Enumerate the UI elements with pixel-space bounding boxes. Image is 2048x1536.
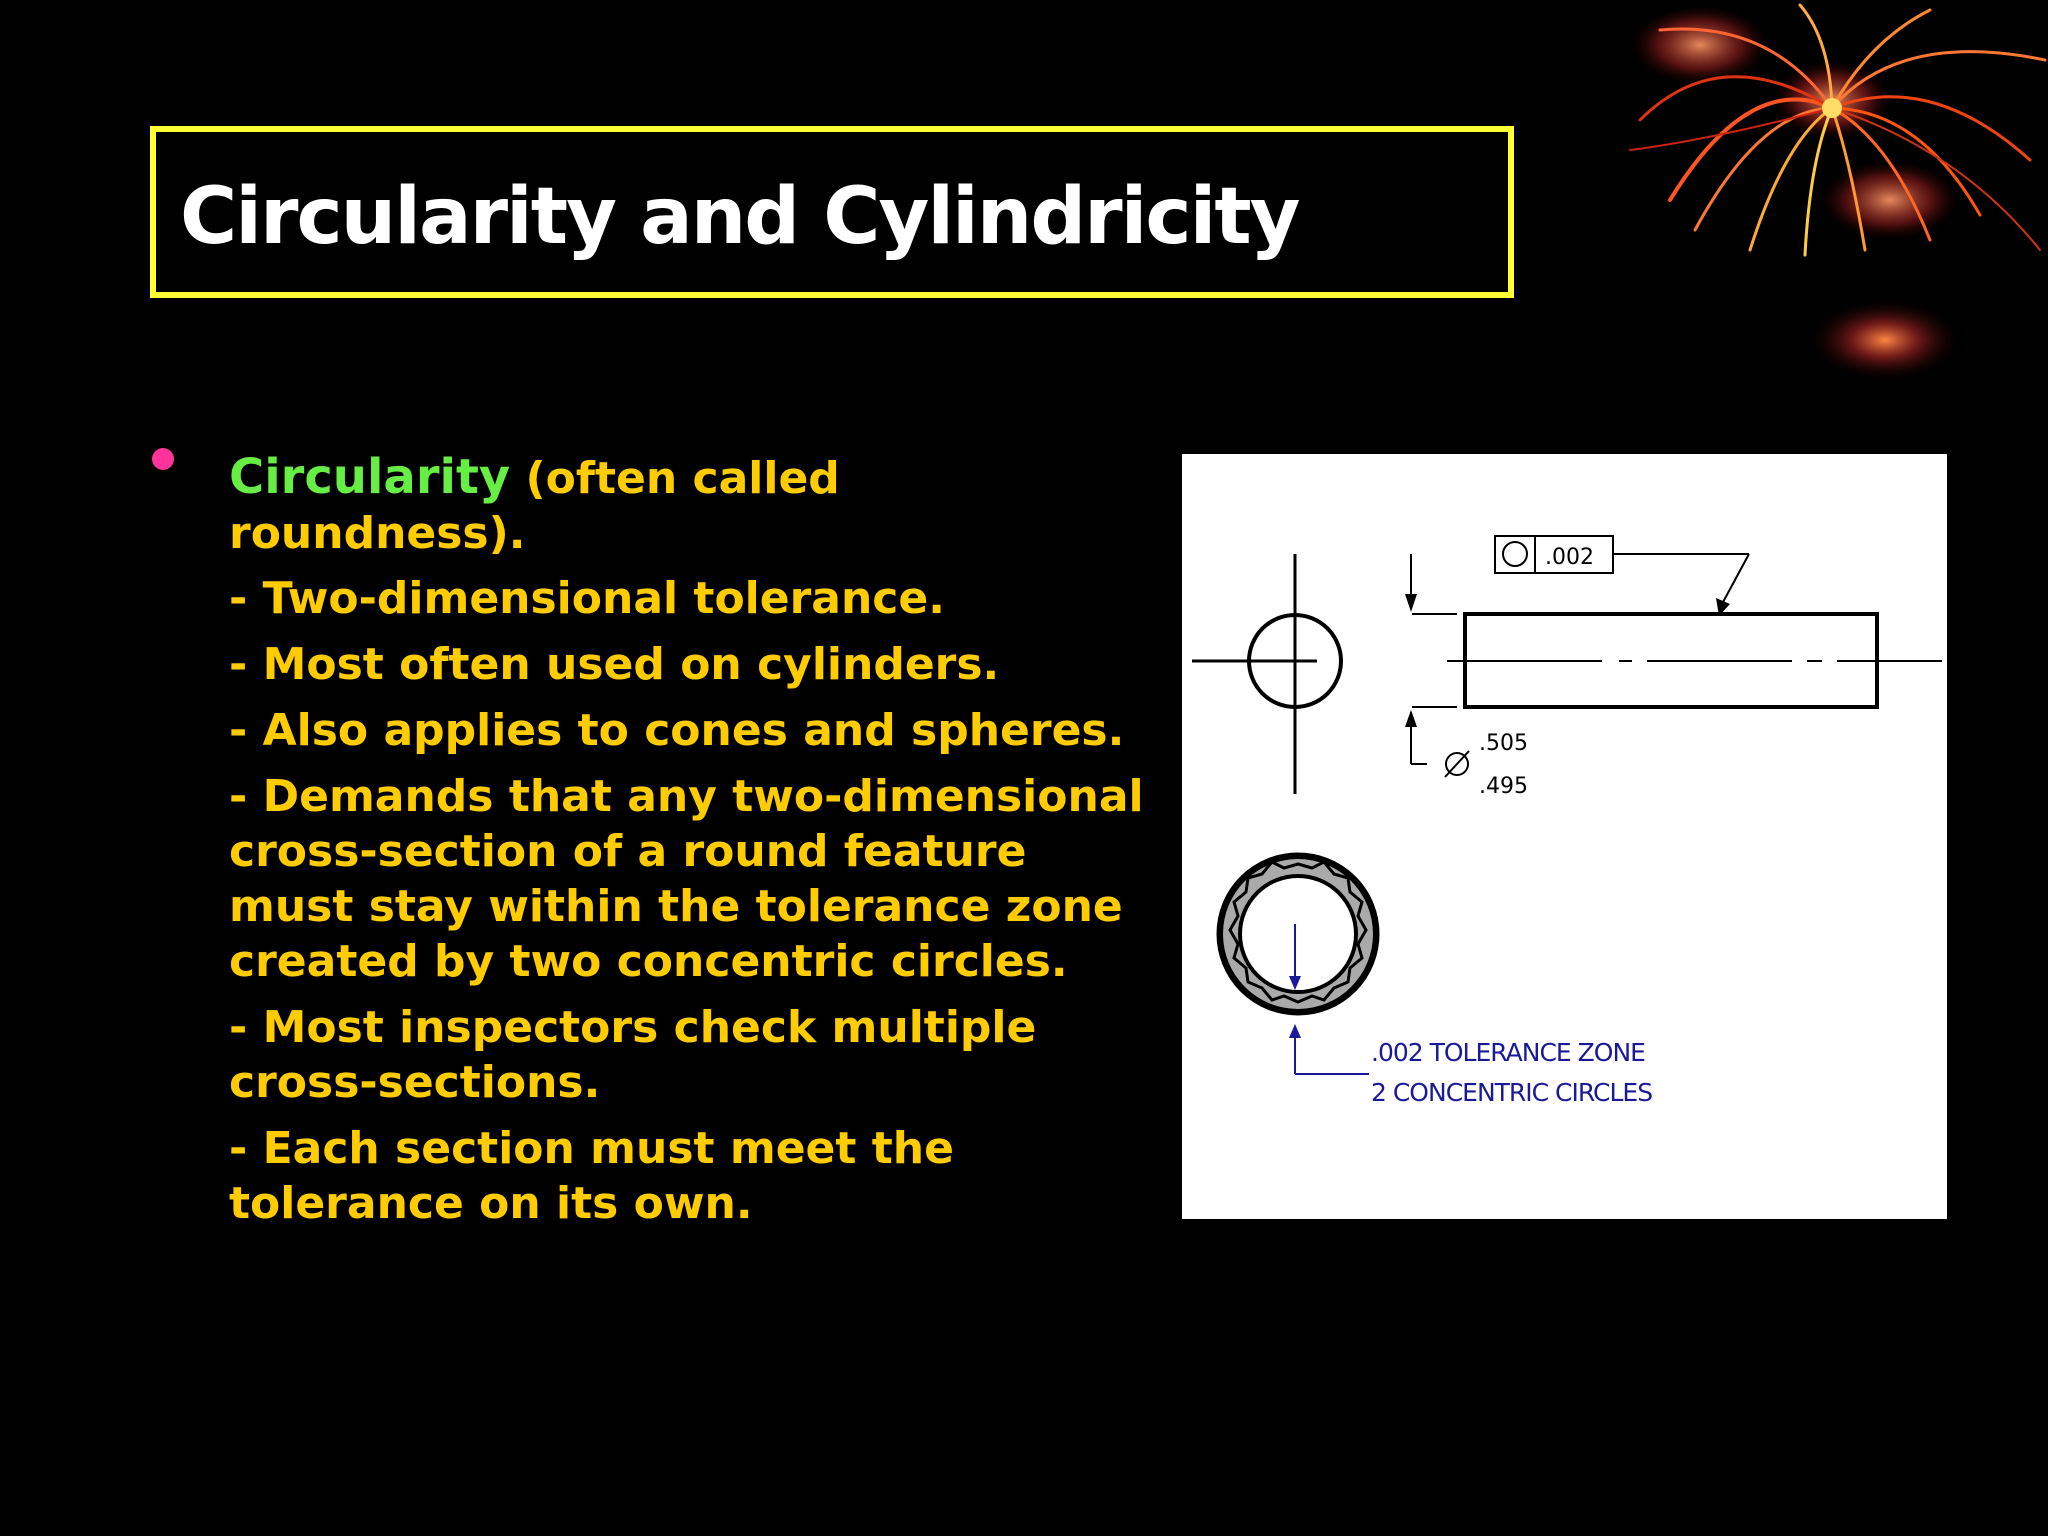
firework-decoration [1600, 0, 2048, 400]
bullet-lead [229, 450, 1149, 561]
sub-point-1: - Two-dimensional tolerance. [229, 573, 945, 624]
end-view-circle [1192, 554, 1341, 794]
feature-control-frame [1495, 536, 1749, 616]
diameter-dimension [1405, 554, 1469, 777]
tolerance-zone-rings [1218, 854, 1378, 1014]
bullet-term-suffix: (often called roundness). [229, 453, 840, 559]
circularity-drawing [1182, 454, 1947, 1219]
slide-title: Circularity and Cylindricity [180, 172, 1299, 262]
dim-lower: .495 [1479, 774, 1528, 799]
bullet-term: Circularity [229, 449, 511, 505]
bullet-content [229, 450, 1149, 1242]
tolerance-zone-label: .002 TOLERANCE ZONE [1371, 1038, 1645, 1067]
fcf-tolerance-value: .002 [1545, 545, 1594, 570]
concentric-circles-label: 2 CONCENTRIC CIRCLES [1371, 1078, 1653, 1107]
title-frame [150, 126, 1514, 298]
side-view-cylinder [1447, 614, 1942, 707]
dim-upper: .505 [1479, 731, 1528, 756]
sub-point-5: - Most inspectors check multiple cross-sections. [229, 1002, 1037, 1108]
bullet-marker [152, 448, 174, 470]
sub-point-2: - Most often used on cylinders. [229, 639, 1000, 690]
sub-point-3: - Also applies to cones and spheres. [229, 705, 1125, 756]
sub-point-6: - Each section must meet the tolerance on its own. [229, 1123, 954, 1229]
sub-point-4: - Demands that any two-dimensional cross-section of a round feature must stay within the tolerance zone created by two concentric circles. [229, 771, 1144, 987]
